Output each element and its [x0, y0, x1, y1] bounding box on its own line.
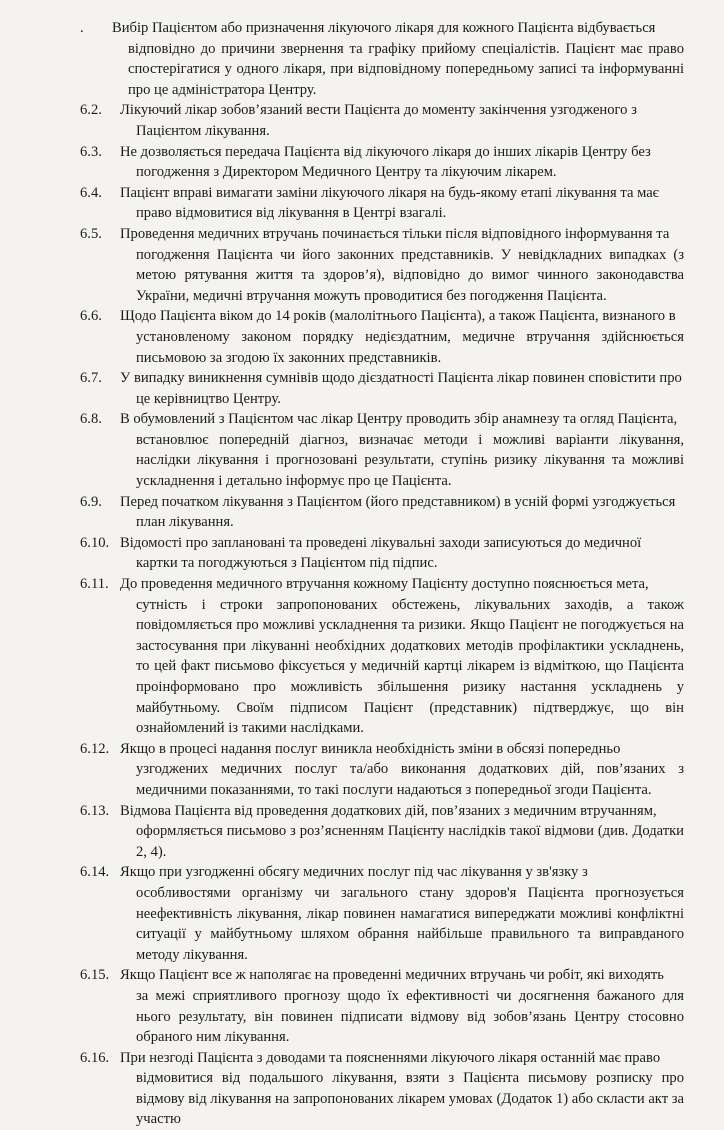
- clause-item: [80, 862, 684, 965]
- clause-item: [80, 574, 684, 739]
- clause-first-line: Пацієнт вправі вимагати заміни лікуючого лікаря на будь-якому етапі лікування та має: [120, 184, 659, 201]
- clause-text: [120, 574, 684, 739]
- clause-first-line: Проведення медичних втручань починається тільки після відповідного інформування та: [120, 225, 670, 242]
- clause-text: [120, 1048, 684, 1130]
- clause-first-line: Якщо Пацієнт все ж наполягає на проведенні медичних втручань чи робіт, які виходять: [120, 967, 664, 984]
- clause-number: 6.2.: [80, 102, 102, 119]
- clause-first-line: Якщо при узгодженні обсягу медичних послуг під час лікування у зв'язку з: [120, 864, 588, 881]
- clause-number: 6.14.: [80, 864, 110, 881]
- document-body: [80, 18, 684, 1130]
- clause-continuation: оформляється письмово з роз’ясненням Пацієнту наслідків такої відмови (див. Додатки 2, 4).: [136, 823, 684, 860]
- clause-number: 6.4.: [80, 184, 102, 201]
- clause-first-line: У випадку виникнення сумнівів щодо дієздатності Пацієнта лікар повинен сповістити про: [120, 370, 682, 387]
- clause-first-line: Відомості про заплановані та проведені лікувальні заходи записуються до медичної: [120, 534, 642, 551]
- clause-number: 6.10.: [80, 534, 110, 551]
- clause-text: [112, 18, 684, 100]
- clause-item: [80, 142, 684, 183]
- clause-text: [120, 409, 684, 491]
- clause-first-line: В обумовлений з Пацієнтом час лікар Центру проводить збір анамнезу та огляд Пацієнта,: [120, 411, 678, 428]
- clause-text: [120, 739, 684, 801]
- clause-item: [80, 368, 684, 409]
- clause-continuation: це керівництво Центру.: [136, 390, 281, 407]
- clause-item: [80, 1048, 684, 1130]
- clause-text: [120, 368, 684, 409]
- clause-number: .: [80, 20, 84, 36]
- clause-continuation: установленому законом порядку недієздатним, медичне втручання здійснюється письмовою за згодою їх законних представників.: [136, 328, 684, 366]
- clause-item: [80, 533, 684, 574]
- clause-item: [80, 100, 684, 141]
- clause-first-line: Вибір Пацієнтом або призначення лікуючого лікаря для кожного Пацієнта відбувається: [112, 20, 656, 36]
- clause-first-line: Відмова Пацієнта від проведення додаткових дій, пов’язаних з медичним втручанням,: [120, 802, 657, 819]
- clause-continuation: погодження з Директором Медичного Центру та лікуючим лікарем.: [136, 164, 557, 181]
- clause-number: 6.3.: [80, 143, 102, 160]
- clause-number: 6.6.: [80, 308, 102, 325]
- clause-text: [120, 100, 684, 141]
- clause-item: [80, 739, 684, 801]
- clause-item: [80, 306, 684, 368]
- clause-continuation: право відмовитися від лікування в Центрі взагалі.: [136, 205, 447, 222]
- clause-text: [120, 224, 684, 306]
- clause-number: 6.15.: [80, 967, 110, 984]
- clause-number: 6.9.: [80, 493, 102, 510]
- clause-continuation: узгоджених медичних послуг та/або виконання додаткових дій, пов’язаних з медичними показаннями, то такі послуги надаються з попередньої згоди Пацієнта.: [136, 761, 684, 798]
- clause-text: [120, 492, 684, 533]
- clause-number: 6.13.: [80, 802, 110, 819]
- clause-continuation: відмовитися від подальшого лікування, взяти з Пацієнта письмову розписку про відмову від лікування на запропонованих лікарем умовах (Додаток 1) або скласти акт за участю: [136, 1070, 684, 1128]
- clause-text: [120, 142, 684, 183]
- clause-continuation: особливостями організму чи загального стану здоров'я Пацієнта прогнозується неефективність лікування, лікар повинен намагатися випереджати можливі конфліктні ситуації у майбутньому шляхом обрання найбільше правильного та виправданого методу лікування.: [136, 884, 684, 963]
- clause-continuation: Пацієнтом лікування.: [136, 122, 270, 139]
- clause-number: 6.8.: [80, 411, 102, 428]
- clause-number: 6.5.: [80, 225, 102, 242]
- clause-item: [80, 18, 684, 100]
- clause-number: 6.7.: [80, 370, 102, 387]
- clause-text: [120, 801, 684, 863]
- clause-continuation: за межі сприятливого прогнозу щодо їх ефективності чи досягнення бажаного для нього результату, він повинен підписати відмову від зобов’язань Центру стосовно обраного ним лікування.: [136, 987, 684, 1046]
- clause-first-line: Лікуючий лікар зобов’язаний вести Пацієнта до моменту закінчення узгодженого з: [120, 102, 637, 119]
- clause-item: [80, 183, 684, 224]
- clause-continuation: погодження Пацієнта чи його законних представників. У невідкладних випадках (з метою рятування життя та здоров’я), відповідно до вимог чинного законодавства України, медичні втручання можуть проводитися без погодження Пацієнта.: [136, 246, 684, 304]
- clause-item: [80, 224, 684, 306]
- clause-first-line: До проведення медичного втручання кожному Пацієнту доступно пояснюється мета,: [120, 576, 649, 593]
- clause-continuation: сутність і строки запропонованих обстежень, лікувальних заходів, а також повідомляється про можливі ускладнення та ризики. Якщо Пацієнт не погоджується на застосування при лікуванні необхідних додаткових методів профілактики ускладнень, то цей факт письмово фіксується у медичній картці лікарем із відміткою, що Пацієнта проінформовано про можливість збільшення ризику настання ускладнень у майбутньому. Своїм підписом Пацієнт (представник) підтверджує, що він ознайомлений із такими наслідками.: [136, 596, 684, 737]
- clause-text: [120, 533, 684, 574]
- clause-number: 6.11.: [80, 576, 109, 593]
- clause-continuation: відповідно до причини звернення та графіку прийому спеціалістів. Пацієнт має право спостерігатися у одного лікаря, при відповідному попередньому записі та інформуванні про це адміністратора Центру.: [128, 40, 684, 98]
- clause-item: [80, 492, 684, 533]
- clause-first-line: Якщо в процесі надання послуг виникла необхідність зміни в обсязі попередньо: [120, 740, 621, 757]
- clause-continuation: встановлює попередній діагноз, визначає методи і можливі варіанти лікування, наслідки лікування і прогнозовані результати, ступінь ризику лікування та можливі ускладнення і детально інформує про це Пацієнта.: [136, 431, 684, 490]
- clause-text: [120, 965, 684, 1047]
- clause-first-line: Щодо Пацієнта віком до 14 років (малолітнього Пацієнта), а також Пацієнта, визнаного в: [120, 308, 676, 325]
- clause-continuation: картки та погоджуються з Пацієнтом під підпис.: [136, 555, 438, 572]
- clause-first-line: При незгоді Пацієнта з доводами та поясненнями лікуючого лікаря останній має право: [120, 1049, 661, 1066]
- clause-item: [80, 965, 684, 1047]
- clause-item: [80, 801, 684, 863]
- clause-text: [120, 183, 684, 224]
- clause-first-line: Не дозволяється передача Пацієнта від лікуючого лікаря до інших лікарів Центру без: [120, 143, 651, 160]
- clause-number: 6.16.: [80, 1049, 110, 1066]
- clause-continuation: план лікування.: [136, 514, 234, 531]
- clause-text: [120, 862, 684, 965]
- clause-first-line: Перед початком лікування з Пацієнтом (його представником) в усній формі узгоджується: [120, 493, 676, 510]
- clause-number: 6.12.: [80, 740, 110, 757]
- clause-text: [120, 306, 684, 368]
- clause-item: [80, 409, 684, 491]
